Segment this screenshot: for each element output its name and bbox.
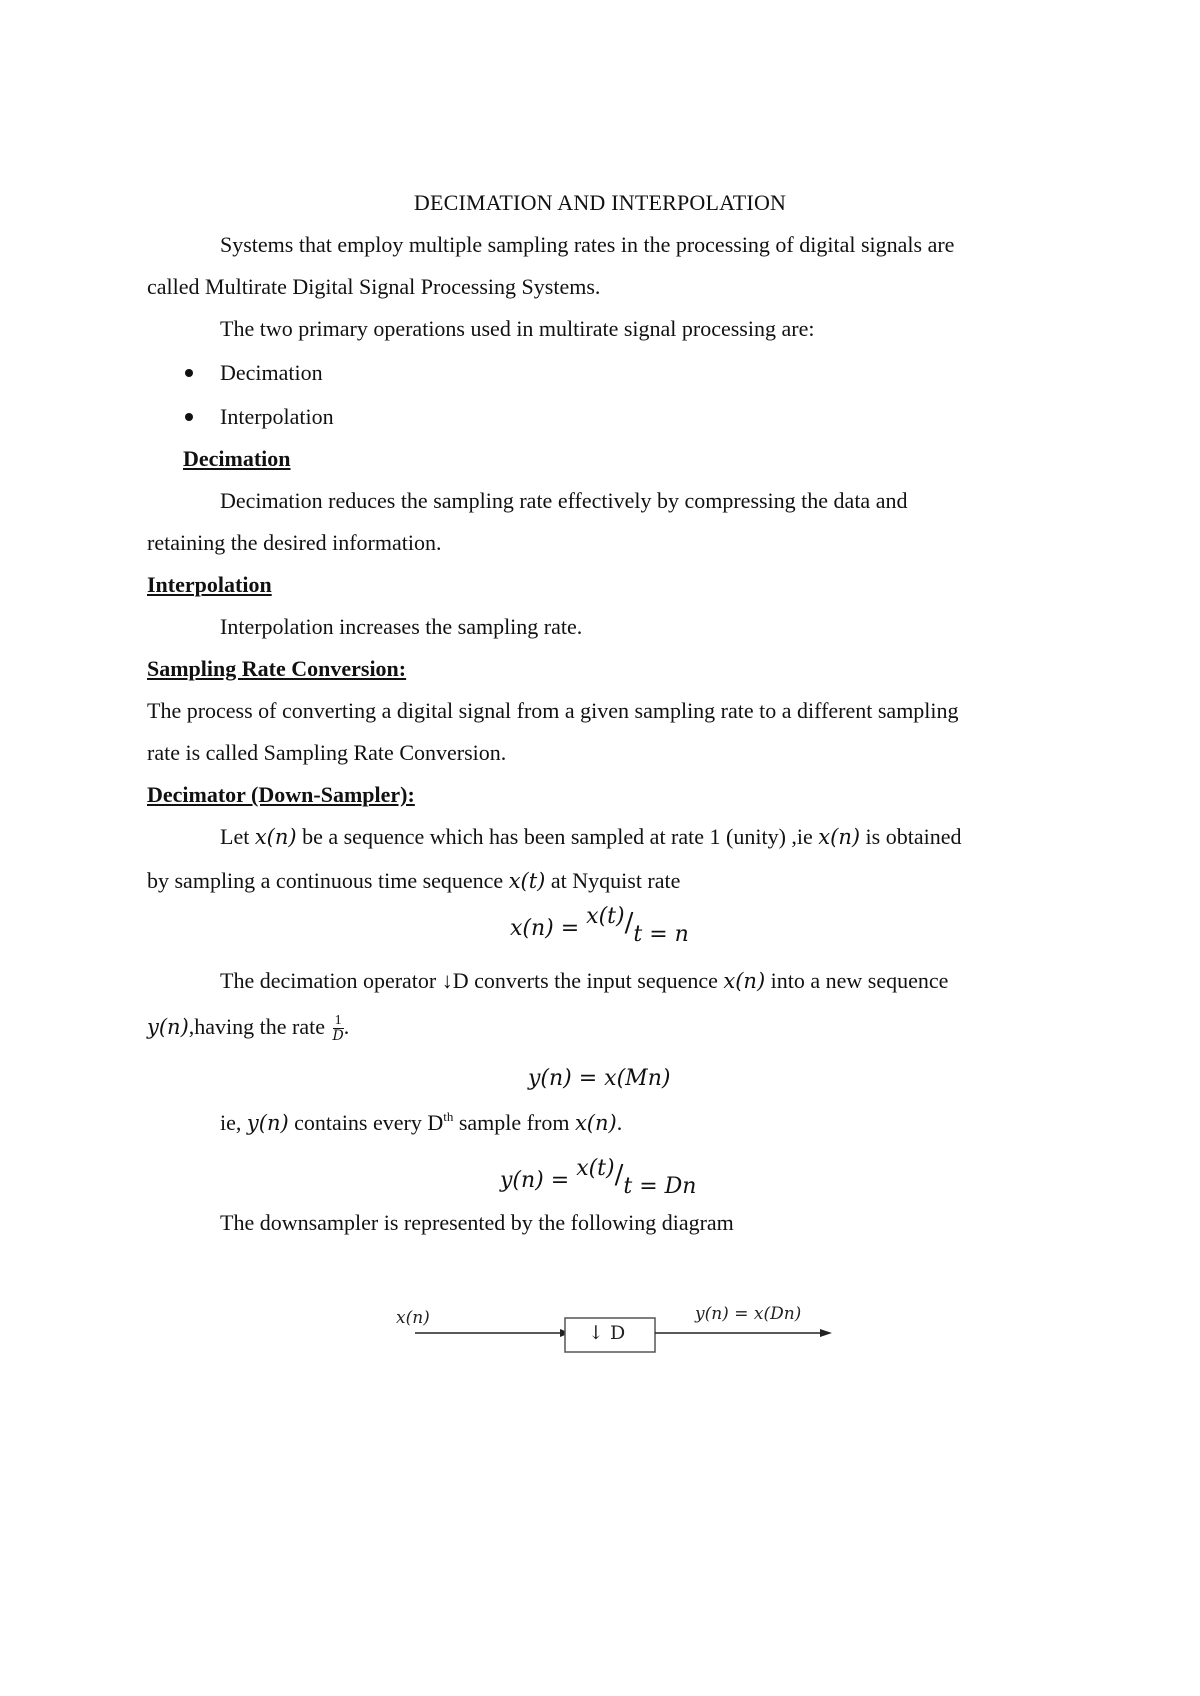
intro-paragraph-line-2: called Multirate Digital Signal Processing Systems. [147, 274, 601, 299]
downsampler-diagram [390, 1300, 870, 1360]
decimator-text-line-1 [220, 824, 961, 850]
eq3-numerator: x(t) [576, 1156, 615, 1181]
text-run: ,having the rate [188, 1014, 331, 1039]
text-run: at Nyquist rate [545, 868, 681, 893]
text-run: be a sequence which has been sampled at rate 1 (unity) ,ie [296, 824, 819, 849]
decimator-text-line-3 [220, 968, 948, 994]
eq1-slash: / [624, 908, 634, 938]
math-xn: x(n) [254, 825, 297, 849]
diagram-box-label: ↓ D [588, 1322, 626, 1344]
src-text-line-1: The process of converting a digital signal from a given sampling rate to a different sampling [147, 698, 959, 723]
decimation-text-line-2: retaining the desired information. [147, 530, 442, 555]
bullet-item-interpolation: Interpolation [220, 404, 334, 429]
decimator-text-line-4 [147, 1014, 349, 1043]
text-run: contains every D [288, 1110, 444, 1135]
equation-3 [500, 1156, 697, 1199]
decimation-text-line-1: Decimation reduces the sampling rate effectively by compressing the data and [220, 488, 908, 513]
intro-paragraph-2: The two primary operations used in multirate signal processing are: [220, 316, 815, 341]
fraction-1-over-d [333, 1014, 344, 1043]
equation-1 [510, 904, 689, 947]
page-title: DECIMATION AND INTERPOLATION [413, 190, 787, 215]
output-arrowhead [820, 1329, 832, 1337]
text-run: by sampling a continuous time sequence [147, 868, 509, 893]
fraction-numerator: 1 [333, 1014, 344, 1029]
math-yn: y(n) [246, 1111, 289, 1135]
interpolation-heading: Interpolation [147, 572, 272, 597]
text-run: ie, [220, 1110, 247, 1135]
fraction-denominator: D [332, 1028, 344, 1045]
math-xn: x(n) [723, 969, 766, 993]
text-run: The decimation operator ↓D converts the input sequence [220, 968, 724, 993]
eq3-subscript: t = Dn [623, 1174, 697, 1199]
bullet-dot [185, 369, 193, 377]
intro-paragraph-line-1: Systems that employ multiple sampling rates in the processing of digital signals are [220, 232, 955, 257]
math-xn: x(n) [818, 825, 861, 849]
decimation-heading: Decimation [183, 446, 291, 471]
bullet-dot [185, 413, 193, 421]
superscript-th: th [443, 1109, 454, 1124]
decimator-text-line-2 [147, 868, 680, 894]
src-text-line-2: rate is called Sampling Rate Conversion. [147, 740, 507, 765]
text-run: sample from [453, 1110, 575, 1135]
text-run: . [616, 1110, 623, 1135]
eq3-lhs: y(n) = [500, 1168, 577, 1193]
eq1-lhs: x(n) = [510, 916, 587, 941]
eq3-slash: / [614, 1160, 624, 1190]
text-run: into a new sequence [765, 968, 949, 993]
diagram-input-label: x(n) [396, 1308, 430, 1328]
eq1-numerator: x(t) [586, 904, 625, 929]
text-run: . [343, 1014, 350, 1039]
decimator-text-line-5 [220, 1110, 622, 1139]
math-xt: x(t) [508, 869, 546, 893]
equation-2: y(n) = x(Mn) [528, 1066, 671, 1091]
decimator-text-line-6: The downsampler is represented by the following diagram [220, 1210, 734, 1235]
diagram-output-label: y(n) = x(Dn) [695, 1304, 802, 1324]
decimator-heading: Decimator (Down-Sampler): [147, 782, 415, 807]
text-run: is obtained [860, 824, 962, 849]
math-yn: y(n) [147, 1015, 189, 1039]
interpolation-text: Interpolation increases the sampling rate. [220, 614, 583, 639]
sampling-rate-conversion-heading: Sampling Rate Conversion: [147, 656, 407, 681]
eq1-subscript: t = n [633, 922, 689, 947]
math-xn: x(n) [574, 1111, 617, 1135]
bullet-item-decimation: Decimation [220, 360, 323, 385]
text-run: Let [220, 824, 255, 849]
